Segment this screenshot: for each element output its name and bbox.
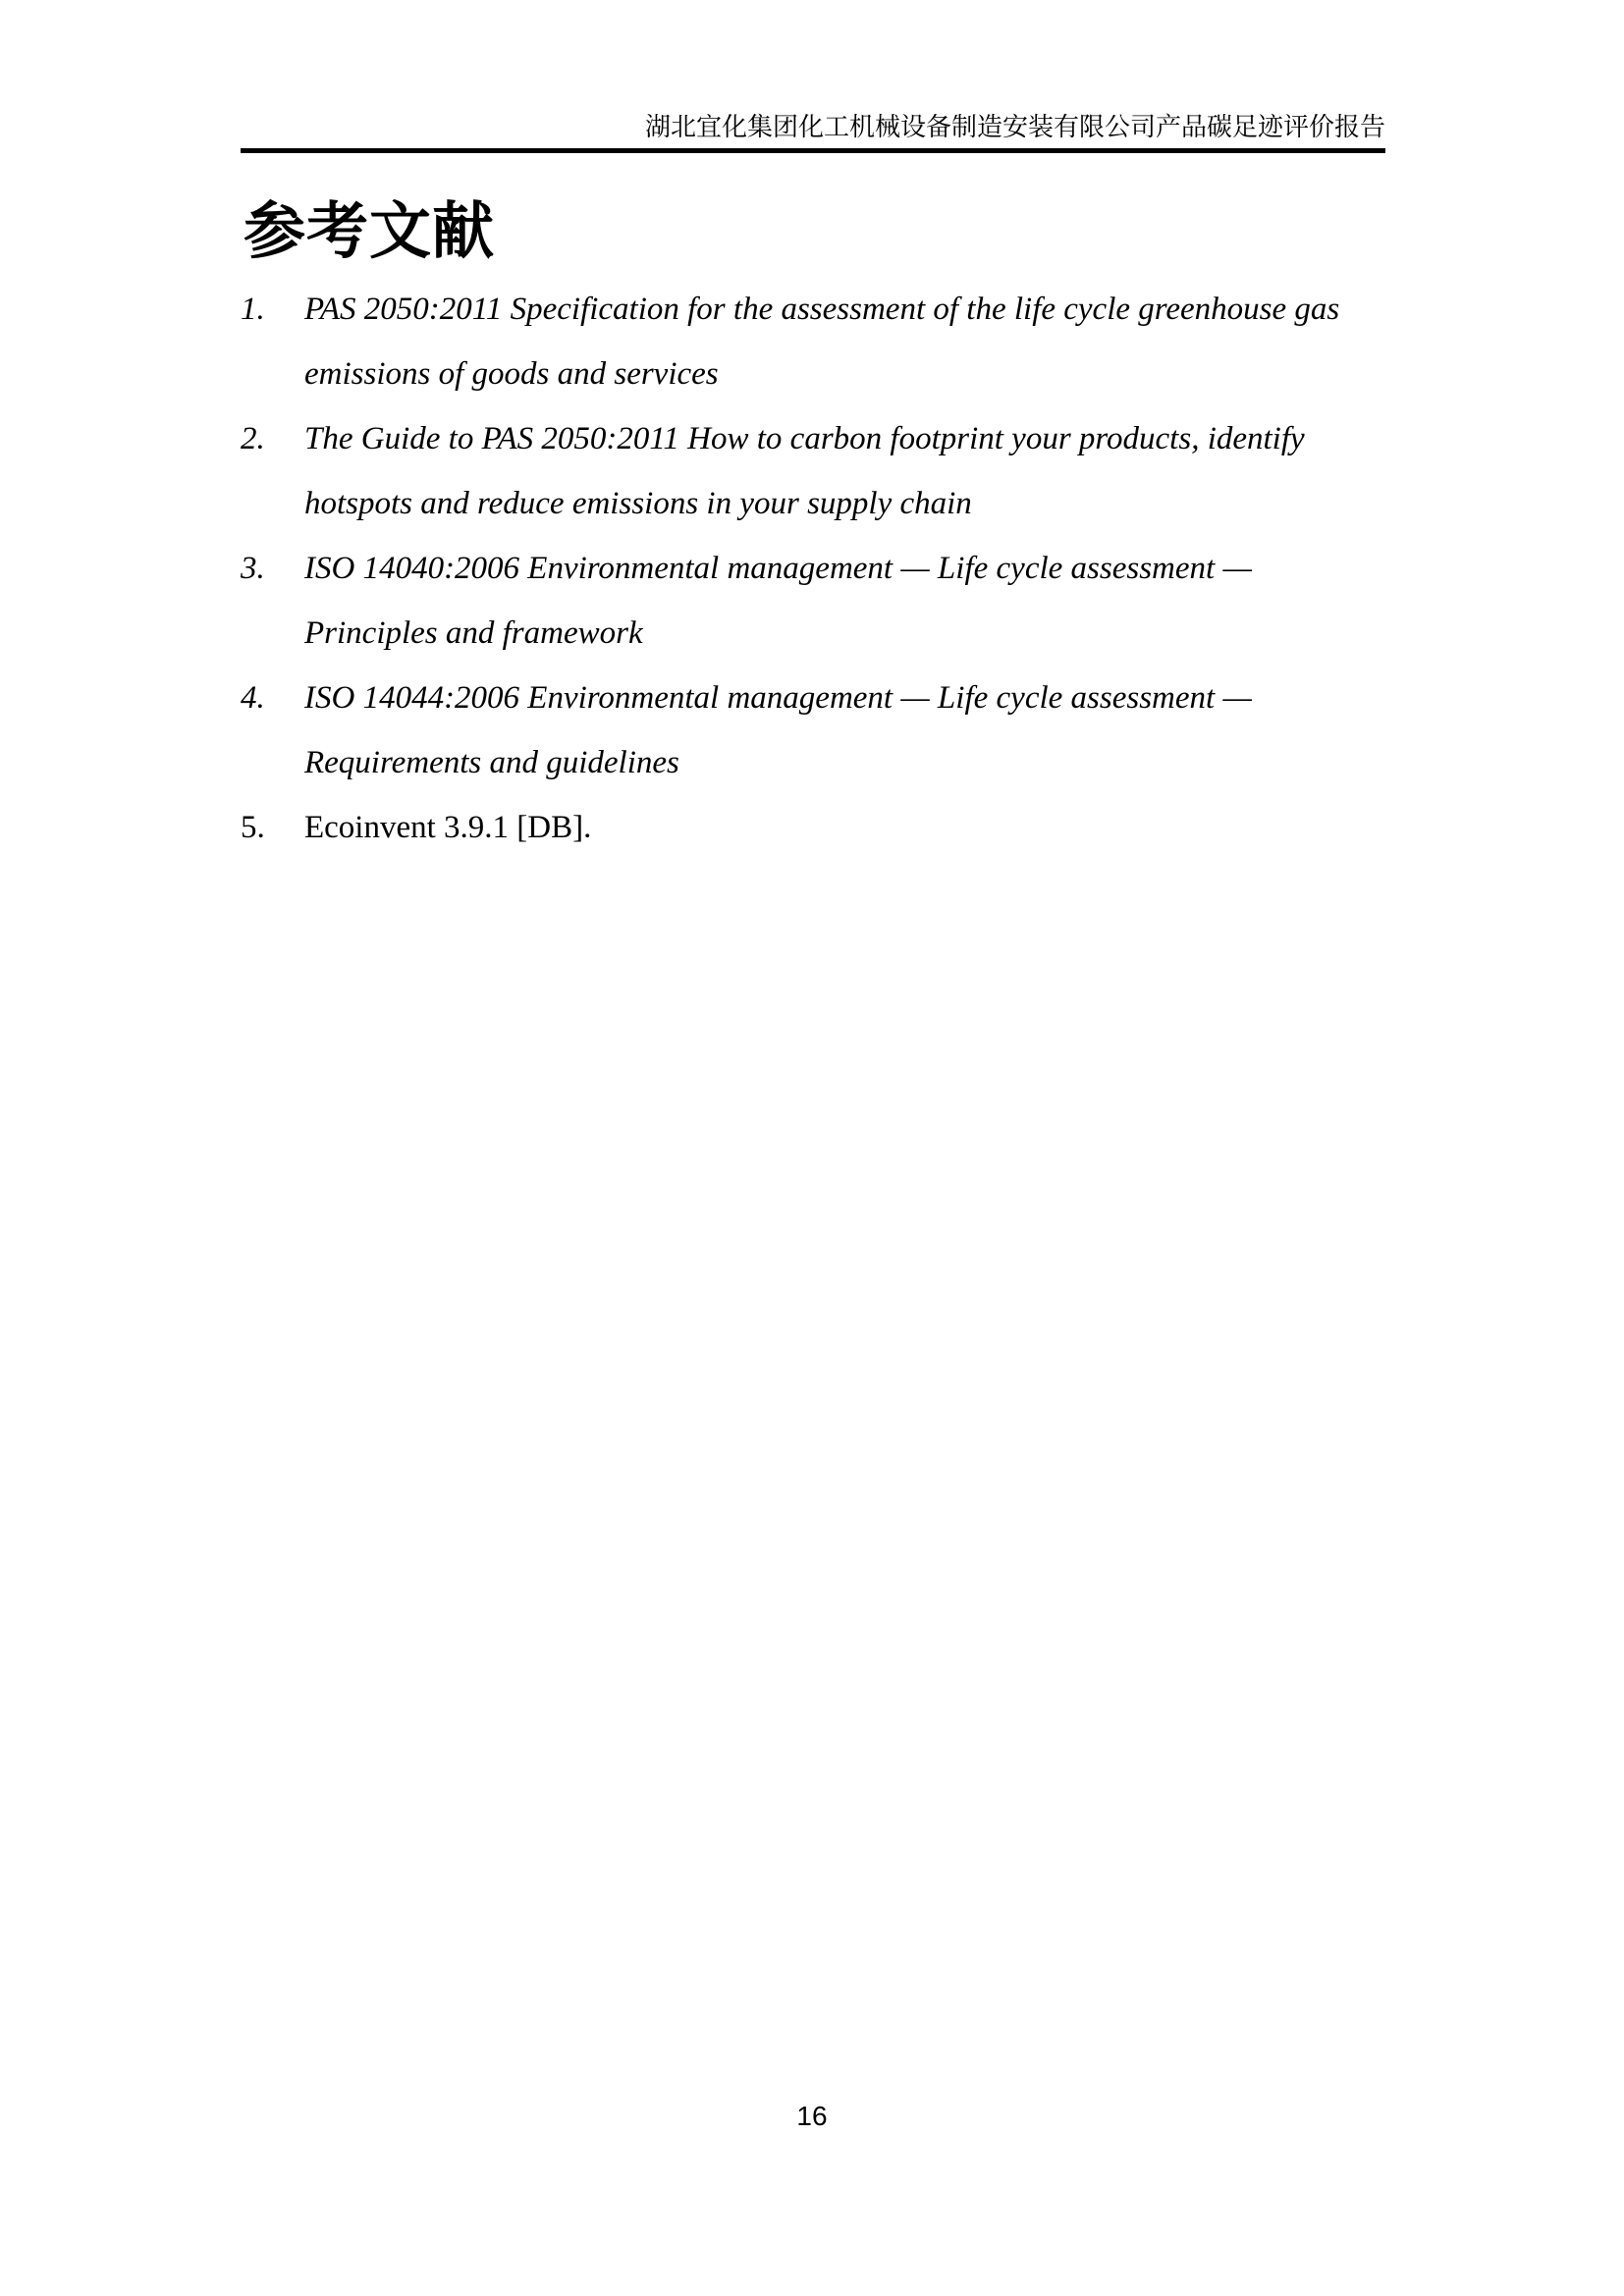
reference-item bbox=[241, 406, 1419, 536]
reference-number: 5. bbox=[241, 810, 265, 845]
reference-item bbox=[241, 536, 1419, 666]
reference-line: ISO 14040:2006 Environmental management — Life cycle assessment — bbox=[304, 551, 1252, 586]
header-rule bbox=[241, 148, 1385, 153]
reference-line: Principles and framework bbox=[304, 615, 643, 651]
reference-number: 2. bbox=[241, 421, 265, 456]
reference-number: 3. bbox=[241, 551, 265, 586]
reference-line: hotspots and reduce emissions in your supply chain bbox=[304, 486, 972, 521]
reference-line: PAS 2050:2011 Specification for the assessment of the life cycle greenhouse gas bbox=[304, 292, 1340, 327]
reference-line: Requirements and guidelines bbox=[304, 745, 679, 780]
reference-line: Ecoinvent 3.9.1 [DB]. bbox=[304, 810, 592, 845]
reference-item bbox=[241, 277, 1419, 406]
reference-line: ISO 14044:2006 Environmental management — Life cycle assessment — bbox=[304, 680, 1252, 716]
reference-line: emissions of goods and services bbox=[304, 356, 719, 392]
reference-item bbox=[241, 666, 1419, 795]
reference-item bbox=[241, 795, 1419, 860]
page-footer bbox=[0, 2102, 1624, 2131]
section-title: 参考文献 bbox=[244, 197, 495, 266]
reference-number: 1. bbox=[241, 292, 265, 327]
reference-list bbox=[241, 277, 1419, 860]
page-number: 16 bbox=[796, 2101, 828, 2131]
reference-line: The Guide to PAS 2050:2011 How to carbon footprint your products, identify bbox=[304, 421, 1305, 456]
header-title: 湖北宜化集团化工机械设备制造安装有限公司产品碳足迹评价报告 bbox=[644, 113, 1385, 141]
reference-number: 4. bbox=[241, 680, 265, 716]
